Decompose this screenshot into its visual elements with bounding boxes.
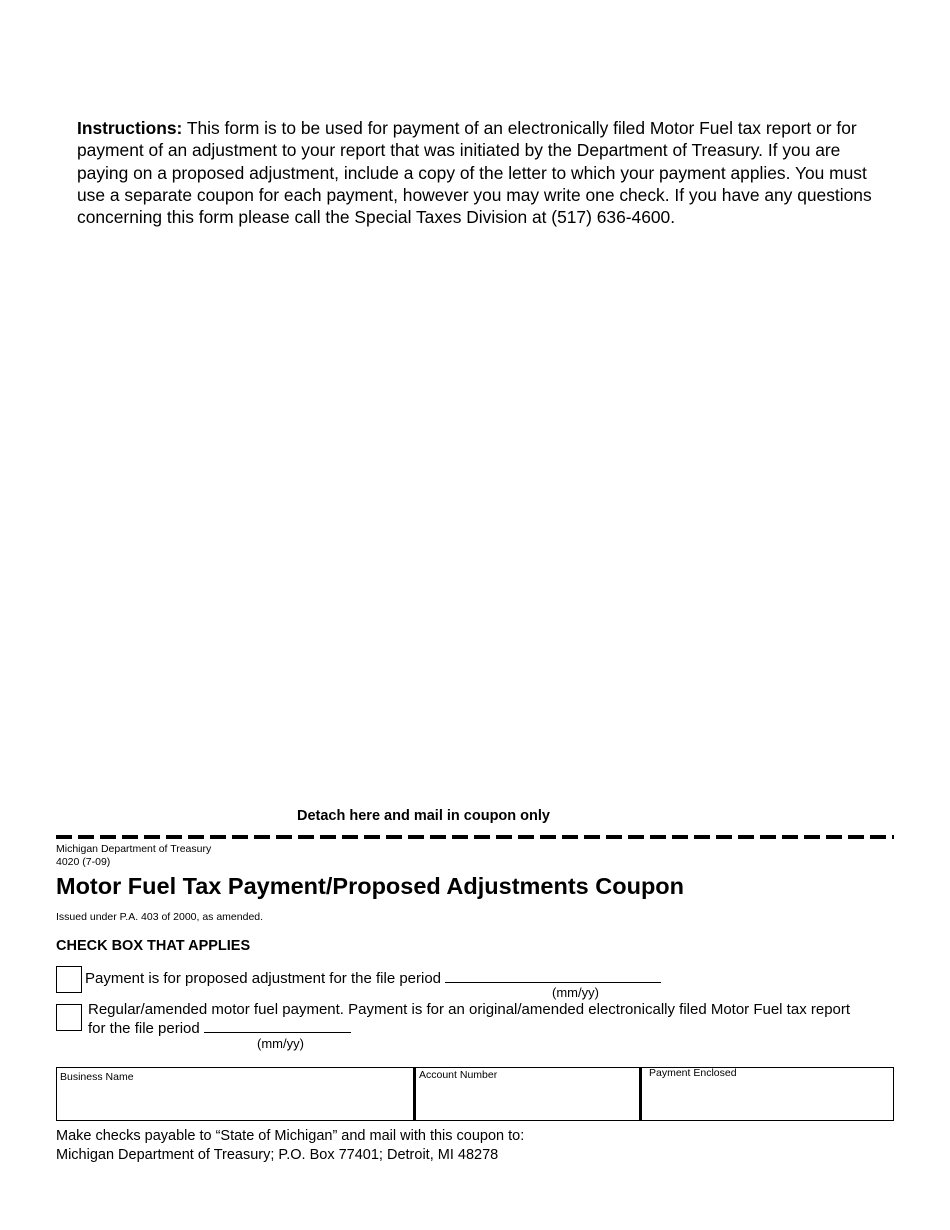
regular-payment-period-line	[88, 1019, 850, 1038]
detach-instruction: Detach here and mail in coupon only	[297, 808, 550, 824]
coupon-entry-fields	[56, 1067, 894, 1121]
instructions-text: This form is to be used for payment of an electronically filed Motor Fuel tax report or for payment of an adjustment to your report that was initiated by the Department of Treasury. If you are paying on a proposed adjustment, include a copy of the letter to which your payment applies. You must use a separate coupon for each payment, however you may write one check. If you have any questions concerning this form please call the Special Taxes Division at (517) 636-4600.	[77, 118, 872, 228]
proposed-adjustment-label: Payment is for proposed adjustment for the file period	[85, 970, 442, 987]
proposed-adjustment-period-field[interactable]	[445, 969, 661, 983]
form-number: 4020 (7-09)	[56, 856, 111, 868]
instructions-label: Instructions:	[77, 118, 183, 138]
form-title: Motor Fuel Tax Payment/Proposed Adjustments Coupon	[56, 873, 685, 899]
mailing-instructions	[56, 1127, 524, 1165]
detach-cut-line	[56, 835, 894, 839]
regular-payment-checkbox[interactable]	[56, 1004, 82, 1031]
payment-enclosed-field[interactable]	[639, 1068, 893, 1120]
regular-payment-period-field[interactable]	[204, 1019, 351, 1033]
check-box-heading: CHECK BOX THAT APPLIES	[56, 938, 251, 954]
issued-under-note: Issued under P.A. 403 of 2000, as amended.	[56, 911, 264, 923]
business-name-label: Business Name	[60, 1071, 134, 1083]
mailing-address: Michigan Department of Treasury; P.O. Box 77401; Detroit, MI 48278	[56, 1147, 499, 1163]
regular-payment-period-label: for the file period	[88, 1020, 200, 1037]
regular-payment-option	[88, 1000, 850, 1038]
regular-payment-label: Regular/amended motor fuel payment. Payment is for an original/amended electronically filed Motor Fuel tax report	[88, 1001, 851, 1018]
department-name: Michigan Department of Treasury	[56, 843, 212, 855]
business-name-field[interactable]	[57, 1068, 413, 1120]
form-header-info	[56, 843, 211, 869]
regular-payment-period-hint: (mm/yy)	[257, 1036, 304, 1051]
account-number-field[interactable]	[413, 1068, 639, 1120]
proposed-adjustment-checkbox[interactable]	[56, 966, 82, 993]
payable-to-line: Make checks payable to “State of Michigan” and mail with this coupon to:	[56, 1128, 525, 1144]
payment-enclosed-label: Payment Enclosed	[649, 1067, 737, 1079]
proposed-adjustment-period-hint: (mm/yy)	[552, 985, 599, 1000]
instructions-paragraph	[77, 117, 877, 228]
account-number-label: Account Number	[419, 1069, 498, 1081]
